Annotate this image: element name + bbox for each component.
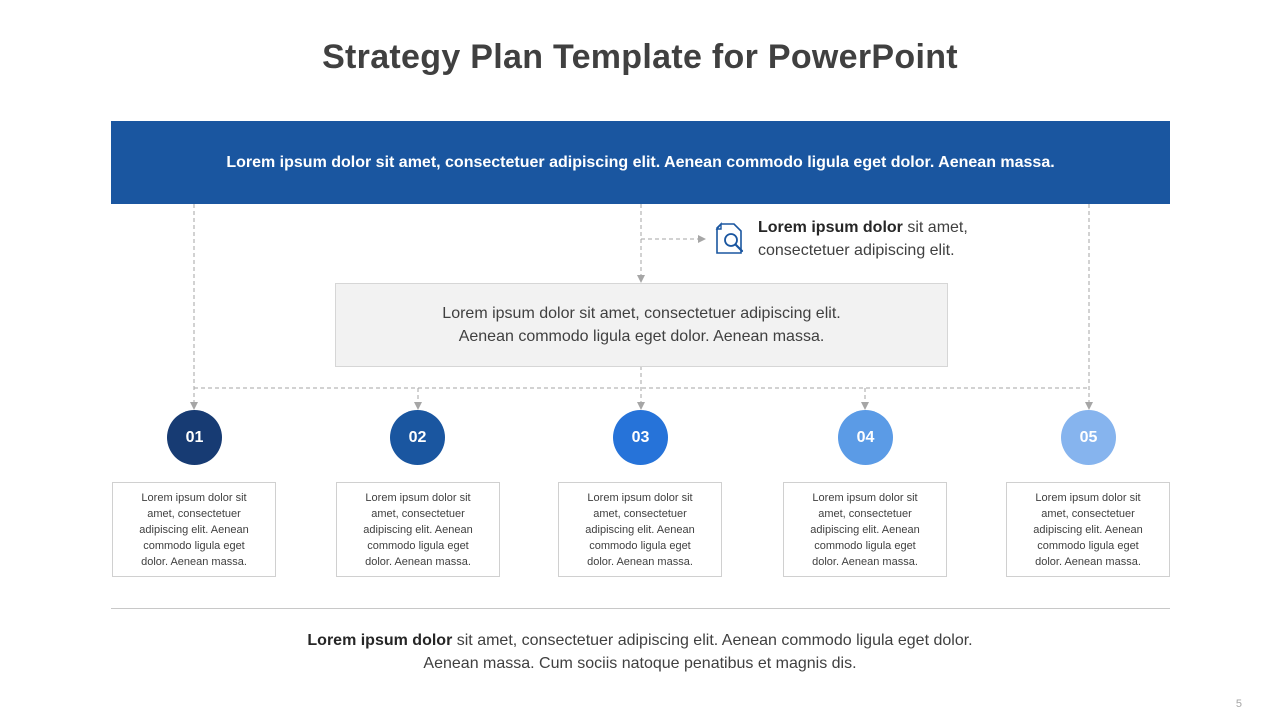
step-circle-3: 03 <box>613 410 668 465</box>
document-search-icon <box>712 221 748 257</box>
step-circle-4: 04 <box>838 410 893 465</box>
slide-title: Strategy Plan Template for PowerPoint <box>322 38 958 76</box>
side-note <box>758 216 1018 262</box>
banner-text: Lorem ipsum dolor sit amet, consectetuer adipiscing elit. Aenean commodo ligula eget dolor. Aenean massa. <box>226 153 1055 171</box>
center-box-line-2: Aenean commodo ligula eget dolor. Aenean massa. <box>458 328 825 345</box>
step-box-3 <box>558 482 722 577</box>
page-number: 5 <box>1235 698 1242 710</box>
footer-text <box>0 629 1280 675</box>
step-text-3: Lorem ipsum dolor sit amet, consectetuer adipiscing elit. Aenean commodo ligula eget dolor. Aenean massa. <box>585 491 695 568</box>
step-text-2: Lorem ipsum dolor sit amet, consectetuer adipiscing elit. Aenean commodo ligula eget dolor. Aenean massa. <box>363 491 473 568</box>
step-text-5: Lorem ipsum dolor sit amet, consectetuer adipiscing elit. Aenean commodo ligula eget dolor. Aenean massa. <box>1033 491 1143 568</box>
side-note-text: sit amet, consectetuer adipiscing elit. <box>758 219 968 259</box>
footer-bold: Lorem ipsum dolor <box>307 632 453 649</box>
step-box-1 <box>112 482 276 577</box>
step-box-4 <box>783 482 947 577</box>
step-box-5 <box>1006 482 1170 577</box>
footer-divider <box>111 608 1170 609</box>
center-box-line-1: Lorem ipsum dolor sit amet, consectetuer adipiscing elit. <box>442 305 841 322</box>
step-text-4: Lorem ipsum dolor sit amet, consectetuer adipiscing elit. Aenean commodo ligula eget dolor. Aenean massa. <box>810 491 920 568</box>
footer-line-1: sit amet, consectetuer adipiscing elit. Aenean commodo ligula eget dolor. <box>452 632 973 649</box>
side-note-bold: Lorem ipsum dolor <box>758 219 903 236</box>
step-text-1: Lorem ipsum dolor sit amet, consectetuer adipiscing elit. Aenean commodo ligula eget dolor. Aenean massa. <box>139 491 249 568</box>
center-box <box>335 283 948 367</box>
step-circle-5: 05 <box>1061 410 1116 465</box>
step-circle-2: 02 <box>390 410 445 465</box>
footer-line-2: Aenean massa. Cum sociis natoque penatibus et magnis dis. <box>423 655 857 672</box>
step-circle-1: 01 <box>167 410 222 465</box>
step-box-2 <box>336 482 500 577</box>
